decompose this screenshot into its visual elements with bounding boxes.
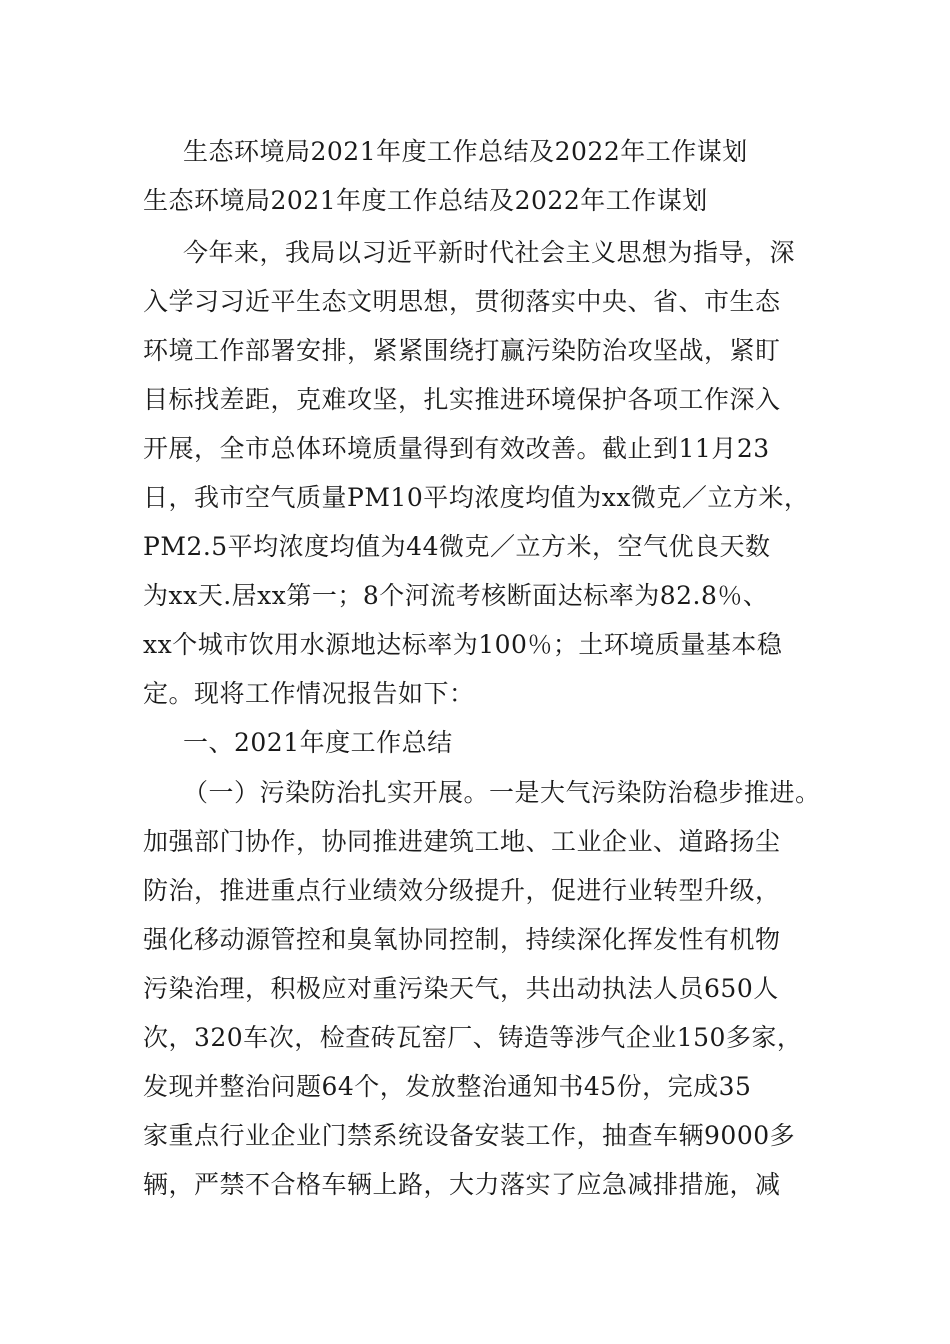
paragraph-line: 家重点行业企业门禁系统设备安装工作，抽查车辆9000多	[143, 1121, 796, 1150]
paragraph-line: 次，320车次，检查砖瓦窑厂、铸造等涉气企业150多家，	[143, 1023, 803, 1052]
paragraph-line: 防治，推进重点行业绩效分级提升，促进行业转型升级，	[143, 876, 781, 905]
paragraph-line: 入学习习近平生态文明思想，贯彻落实中央、省、市生态	[143, 287, 781, 316]
document-subtitle: 生态环境局2021年度工作总结及2022年工作谋划	[143, 186, 708, 215]
section-heading: 一、2021年度工作总结	[183, 728, 453, 757]
paragraph-line: 定。现将工作情况报告如下：	[143, 679, 475, 708]
paragraph-line: 日，我市空气质量PM10平均浓度均值为xx微克／立方米，	[143, 483, 810, 512]
paragraph-line: 强化移动源管控和臭氧协同控制，持续深化挥发性有机物	[143, 925, 781, 954]
paragraph-line: 目标找差距，克难攻坚，扎实推进环境保护各项工作深入	[143, 385, 781, 414]
paragraph-line: 发现并整治问题64个，发放整治通知书45份，完成35	[143, 1072, 752, 1101]
paragraph-line: （一）污染防治扎实开展。一是大气污染防治稳步推进。	[183, 778, 821, 807]
paragraph-line: 为xx天.居xx第一；8个河流考核断面达标率为82.8％、	[143, 581, 769, 610]
paragraph-line: 今年来，我局以习近平新时代社会主义思想为指导，深	[183, 238, 796, 267]
paragraph-line: PM2.5平均浓度均值为44微克／立方米，空气优良天数	[143, 532, 771, 561]
paragraph-line: 环境工作部署安排，紧紧围绕打赢污染防治攻坚战，紧盯	[143, 336, 781, 365]
paragraph-line: 污染治理，积极应对重污染天气，共出动执法人员650人	[143, 974, 779, 1003]
paragraph-line: 开展，全市总体环境质量得到有效改善。截止到11月23	[143, 434, 770, 463]
paragraph-line: 加强部门协作，协同推进建筑工地、工业企业、道路扬尘	[143, 827, 781, 856]
paragraph-line: 辆，严禁不合格车辆上路，大力落实了应急减排措施，减	[143, 1170, 781, 1199]
paragraph-line: xx个城市饮用水源地达标率为100％；土环境质量基本稳	[143, 630, 783, 659]
document-title: 生态环境局2021年度工作总结及2022年工作谋划	[183, 137, 748, 166]
